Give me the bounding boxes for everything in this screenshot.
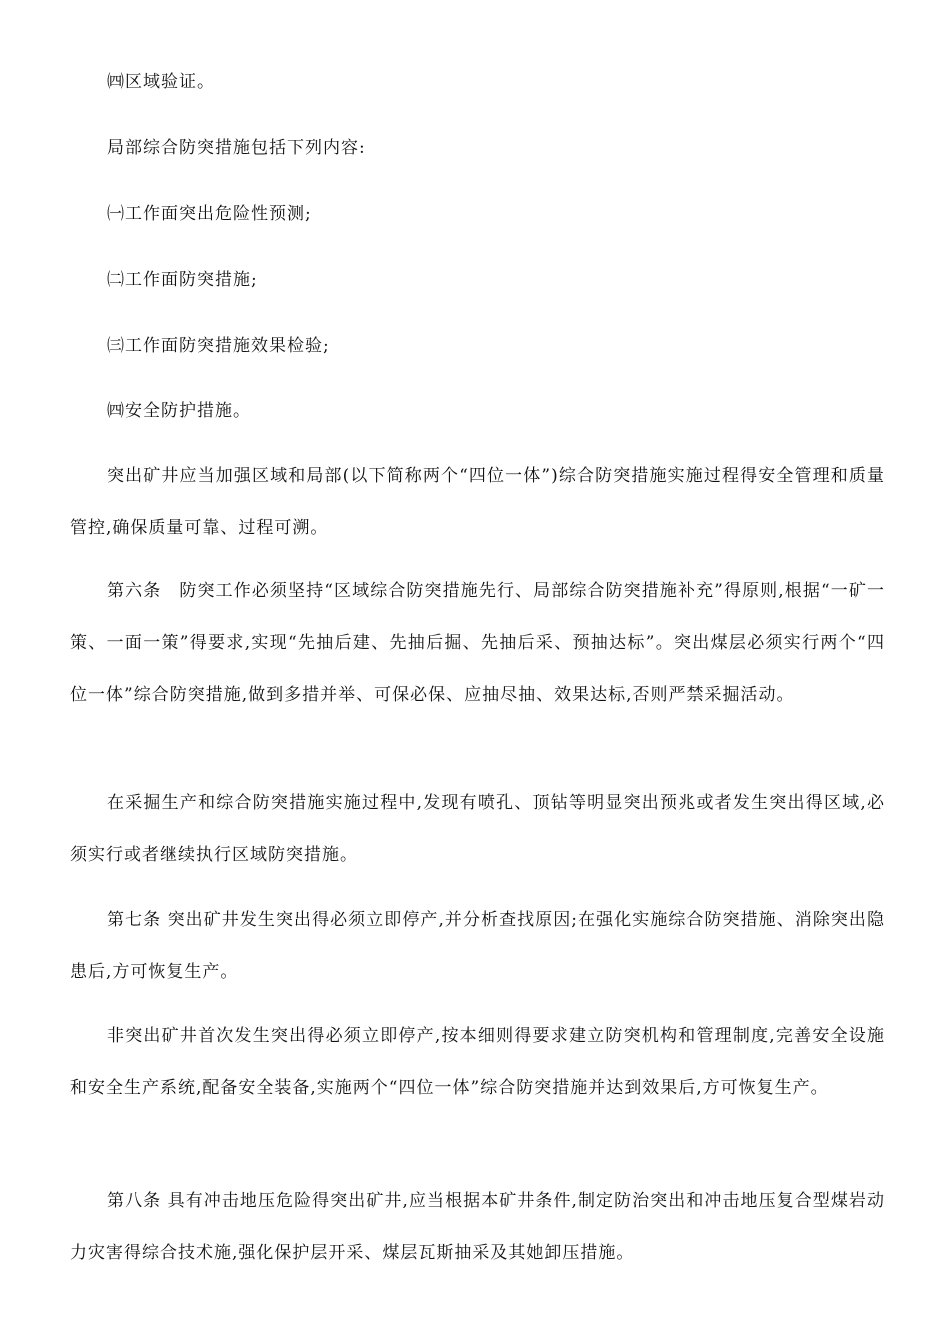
paragraph-article-8: 第八条 具有冲击地压危险得突出矿井,应当根据本矿井条件,制定防治突出和冲击地压复合型煤岩动力灾害得综合技术施,强化保护层开采、煤层瓦斯抽采及其她卸压措施。 [70, 1191, 885, 1263]
paragraph-outburst-precursor: 在采掘生产和综合防突措施实施过程中,发现有喷孔、顶钻等明显突出预兆或者发生突出得区域,必须实行或者继续执行区域防突措施。 [70, 793, 885, 865]
paragraph-article-7: 第七条 突出矿井发生突出得必须立即停产,并分析查找原因;在强化实施综合防突措施、消除突出隐患后,方可恢复生产。 [70, 910, 885, 982]
paragraph-list-item-2: ㈡工作面防突措施; [107, 270, 258, 290]
paragraph-list-item-3: ㈢工作面防突措施效果检验; [107, 336, 330, 356]
paragraph-list-item-4: ㈣安全防护措施。 [107, 401, 251, 421]
paragraph-region-verification: ㈣区域验证。 [107, 72, 215, 92]
paragraph-non-outburst-mine: 非突出矿井首次发生突出得必须立即停产,按本细则得要求建立防突机构和管理制度,完善安全设施和安全生产系统,配备安全装备,实施两个“四位一体”综合防突措施并达到效果后,方可恢复生产。 [70, 1026, 885, 1098]
paragraph-article-6: 第六条 防突工作必须坚持“区域综合防突措施先行、局部综合防突措施补充”得原则,根据“一矿一策、一面一策”得要求,实现“先抽后建、先抽后掘、先抽后采、预抽达标”。突出煤层必须实行两个“四位一体”综合防突措施,做到多措并举、可保必保、应抽尽抽、效果达标,否则严禁采掘活动。 [70, 581, 885, 705]
paragraph-local-measures-intro: 局部综合防突措施包括下列内容: [107, 138, 366, 158]
paragraph-list-item-1: ㈠工作面突出危险性预测; [107, 204, 312, 224]
paragraph-quality-control: 突出矿井应当加强区域和局部(以下简称两个“四位一体”)综合防突措施实施过程得安全管理和质量管控,确保质量可靠、过程可溯。 [70, 466, 885, 538]
